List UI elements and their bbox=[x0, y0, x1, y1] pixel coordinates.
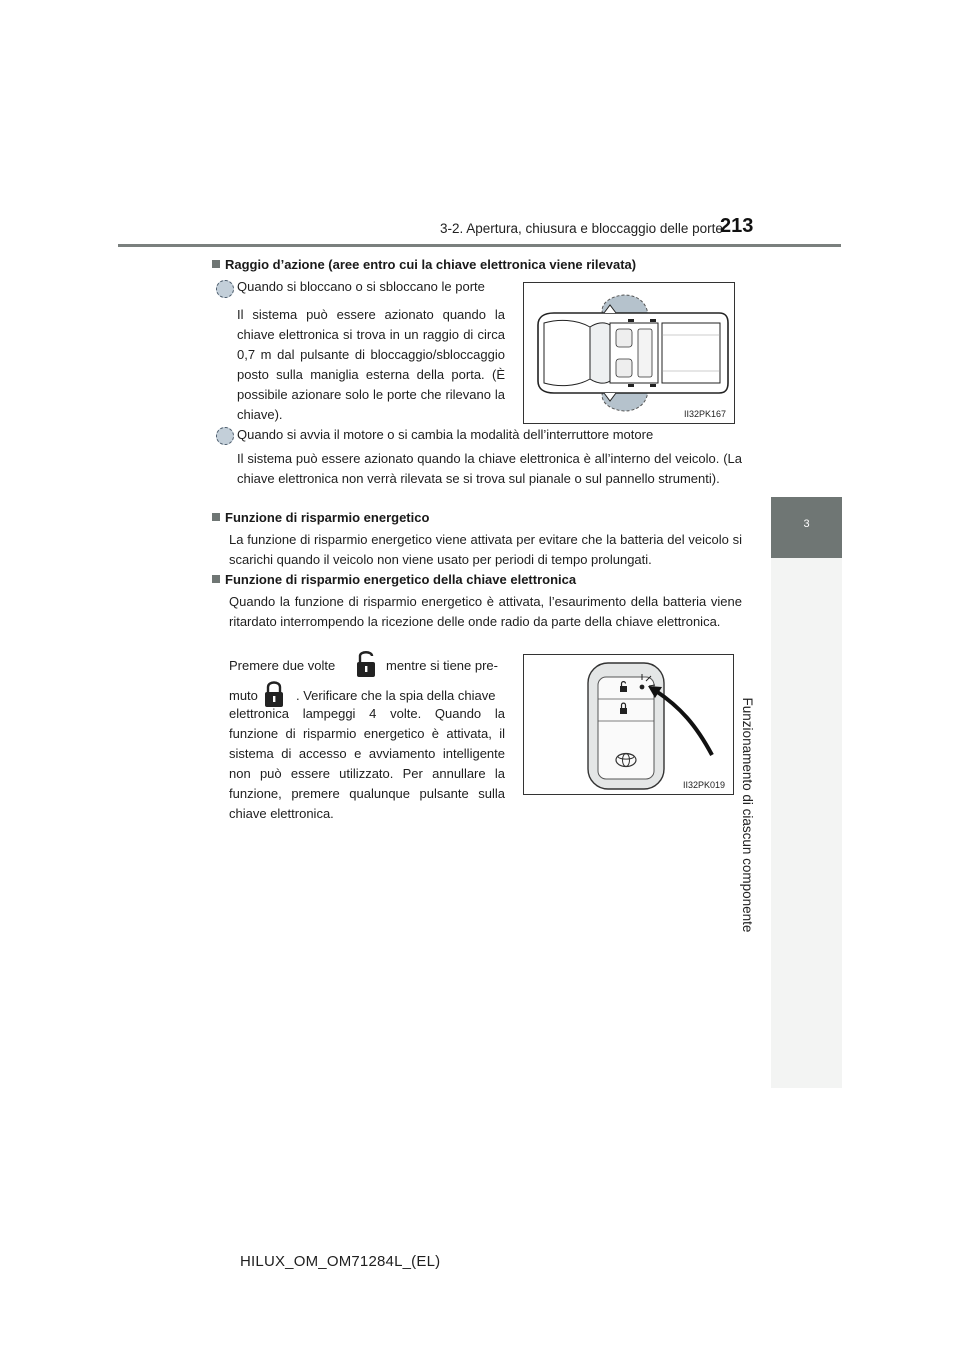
zone-marker-icon-2 bbox=[216, 427, 234, 445]
chapter-title: Funzionamento di ciascun componente bbox=[740, 697, 755, 933]
key-saving-text: Quando la funzione di risparmio energetico è attivata, l’esaurimento della batteria viene ritardato interrompendo la ricezione delle onde radio da parte della chiave elettronica. bbox=[229, 594, 742, 629]
item1-label: Quando si bloccano o si sbloccano le porte bbox=[237, 279, 485, 294]
instr-part1: Premere due volte bbox=[229, 658, 336, 673]
electronic-key-diagram bbox=[524, 655, 733, 794]
vehicle-range-figure bbox=[523, 282, 735, 424]
zone-marker-icon bbox=[216, 280, 234, 298]
range-heading bbox=[212, 257, 636, 272]
section-title: 3-2. Apertura, chiusura e bloccaggio delle porte bbox=[440, 221, 723, 236]
energy-saving-text: La funzione di risparmio energetico viene attivata per evitare che la batteria del veicolo si scarichi quando il veicolo non viene usato per periodi di tempo prolungati. bbox=[229, 532, 742, 567]
chapter-side-bar bbox=[771, 558, 842, 1088]
bullet-square bbox=[212, 260, 220, 268]
instr-rest: elettronica lampeggi 4 volte. Quando la funzione di risparmio energetico è attivata, il sistema di accesso e avviamento intelligente non può essere utilizzato. Per annullare la funzione, premere qualunque pulsante sulla chiave elettronica. bbox=[229, 706, 505, 821]
figure2-code: II32PK019 bbox=[682, 780, 725, 790]
range-heading-text: Raggio d’azione (aree entro cui la chiave elettronica viene rilevata) bbox=[225, 257, 637, 272]
bullet-square bbox=[212, 575, 220, 583]
figure1-code: II32PK167 bbox=[683, 409, 726, 419]
item2-label: Quando si avvia il motore o si cambia la modalità dell’interruttore motore bbox=[237, 427, 654, 442]
key-figure bbox=[523, 654, 734, 795]
energy-saving-heading bbox=[212, 510, 429, 525]
energy-saving-heading-text: Funzione di risparmio energetico bbox=[225, 510, 430, 525]
instr-part3: muto bbox=[229, 688, 258, 703]
unlock-icon bbox=[353, 648, 379, 680]
key-saving-heading bbox=[212, 572, 576, 587]
key-saving-heading-text: Funzione di risparmio energetico della chiave elettronica bbox=[225, 572, 577, 587]
instr-part2: mentre si tiene pre- bbox=[386, 658, 498, 673]
page-number: 213 bbox=[720, 215, 754, 237]
header-rule bbox=[118, 244, 841, 247]
instr-part4: . Verificare che la spia della chiave bbox=[296, 688, 496, 703]
document-id: HILUX_OM_OM71284L_(EL) bbox=[240, 1253, 441, 1270]
item2-text: Il sistema può essere azionato quando la chiave elettronica è all’interno del veicolo. (La chiave elettronica non verrà rilevata se si trova sul pianale o sul pannello strumenti). bbox=[237, 451, 742, 486]
item1-text: Il sistema può essere azionato quando la chiave elettronica si trova in un raggio di circa 0,7 m dal pulsante di bloccaggio/sbloccaggio posto sulla maniglia esterna della porta. (È possibile azionare solo le porte che rilevano la chiave). bbox=[237, 307, 505, 422]
vehicle-diagram bbox=[524, 283, 734, 423]
bullet-square bbox=[212, 513, 220, 521]
chapter-number: 3 bbox=[803, 518, 810, 530]
